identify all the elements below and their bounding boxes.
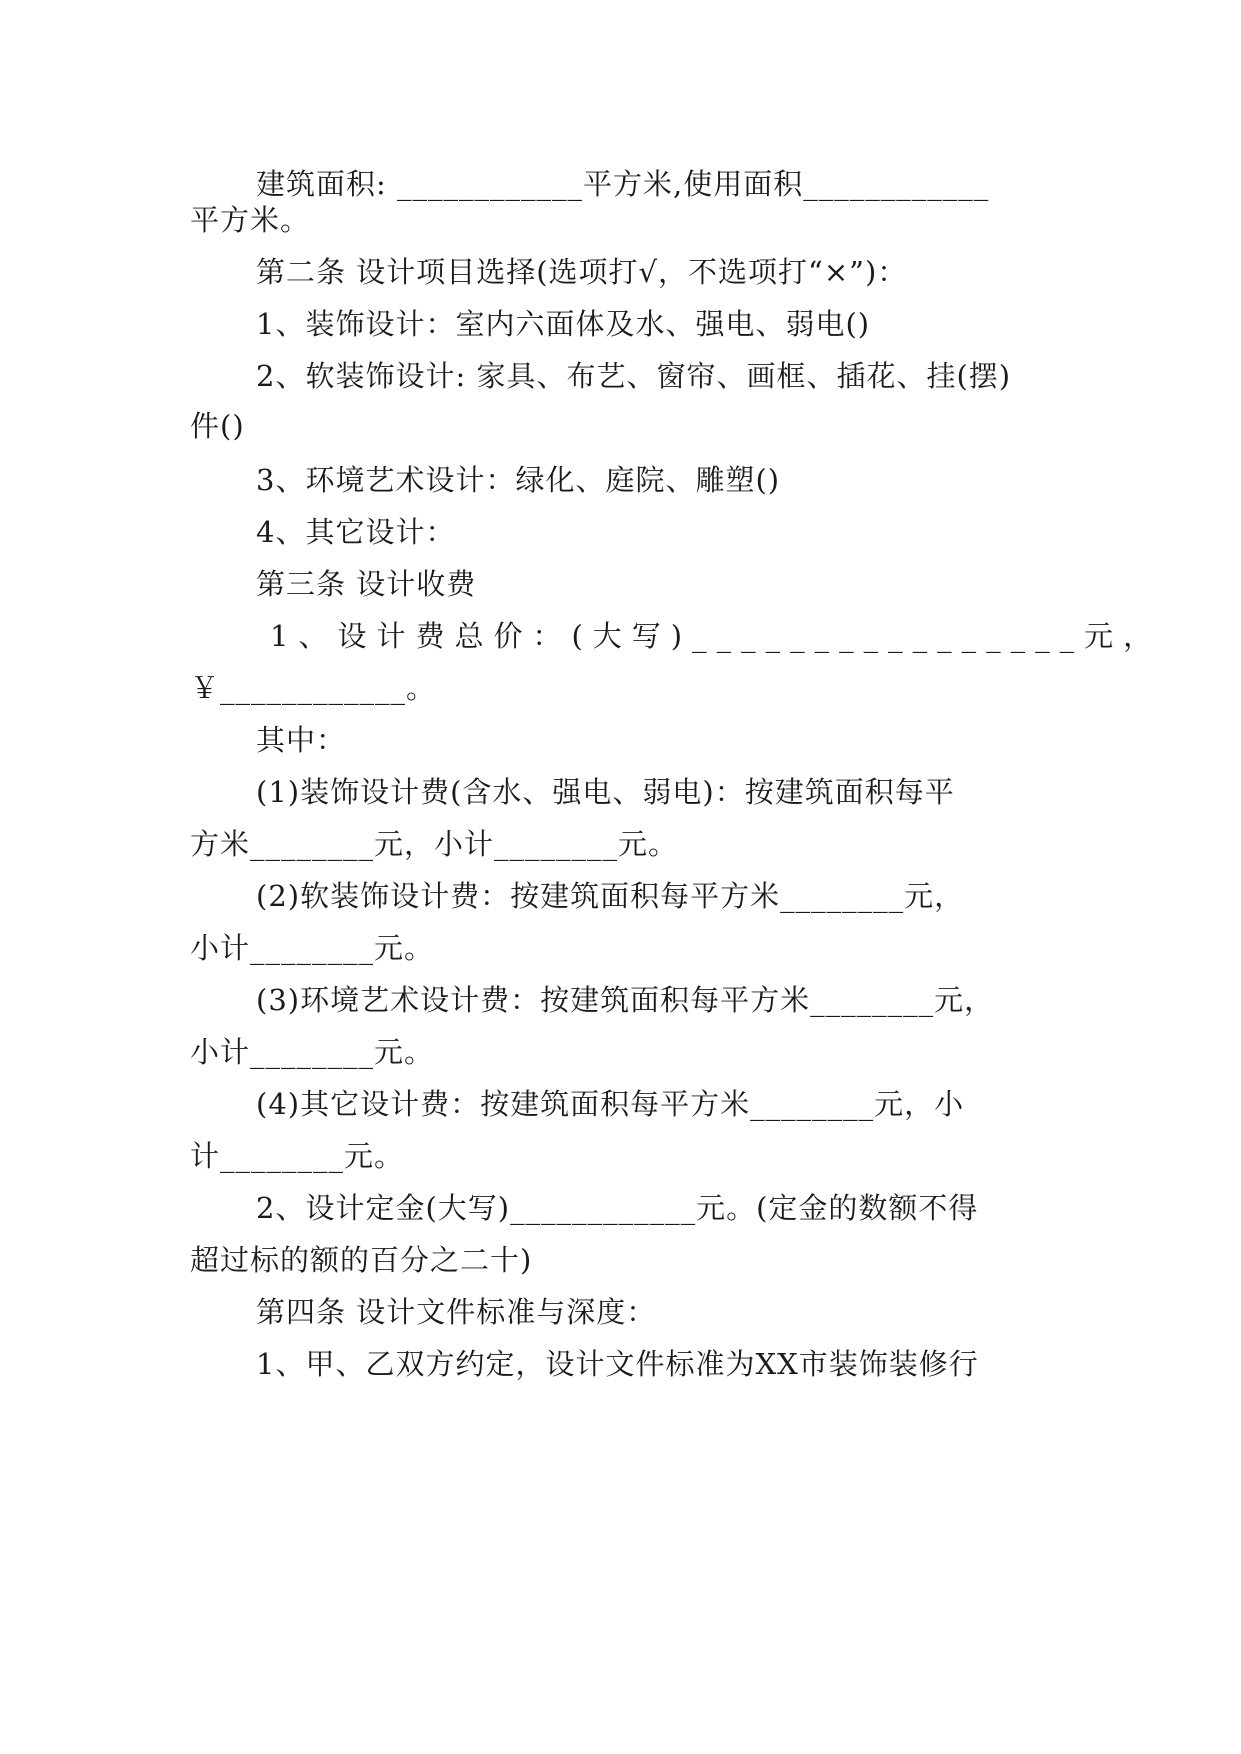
item-soft-decoration-design-cont: 件() [190, 409, 245, 443]
building-area-line-cont: 平方米。 [190, 203, 311, 237]
fee-breakdown-label: 其中： [256, 723, 347, 757]
item-soft-decoration-design: 2、软装饰设计: 家具、布艺、窗帘、画框、插花、挂(摆) [256, 359, 1012, 393]
deposit-line-cont: 超过标的额的百分之二十) [190, 1243, 533, 1277]
article-3-heading: 第三条 设计收费 [256, 567, 477, 601]
total-fee-amount: ￥____________。 [190, 671, 437, 705]
fee-decoration-line: (1)装饰设计费(含水、强电、弱电)：按建筑面积每平 [256, 775, 955, 809]
fee-environment-art-line-cont: 小计________元。 [190, 1035, 435, 1069]
item-other-design: 4、其它设计： [256, 515, 456, 549]
fee-other-line-cont: 计________元。 [190, 1139, 405, 1173]
deposit-line: 2、设计定金(大写)____________元。(定金的数额不得 [256, 1191, 979, 1225]
article-2-heading: 第二条 设计项目选择(选项打√，不选项打“×”)： [256, 255, 908, 289]
fee-decoration-line-cont: 方米________元，小计________元。 [190, 827, 679, 861]
item-environment-art-design: 3、环境艺术设计：绿化、庭院、雕塑() [256, 463, 781, 497]
fee-soft-decoration-line-cont: 小计________元。 [190, 931, 435, 965]
fee-environment-art-line: (3)环境艺术设计费：按建筑面积每平方米________元， [256, 983, 995, 1017]
article-4-item-1: 1、甲、乙双方约定，设计文件标准为XX市装饰装修行 [256, 1347, 979, 1381]
item-decoration-design: 1、装饰设计：室内六面体及水、强电、弱电() [256, 307, 871, 341]
fee-other-line: (4)其它设计费：按建筑面积每平方米________元，小 [256, 1087, 965, 1121]
total-fee-line: 1、设计费总价：(大写)________________元， [270, 619, 1163, 653]
article-4-heading: 第四条 设计文件标准与深度： [256, 1295, 657, 1329]
fee-soft-decoration-line: (2)软装饰设计费：按建筑面积每平方米________元， [256, 879, 965, 913]
building-area-line: 建筑面积: ____________平方米,使用面积____________ [256, 167, 990, 201]
